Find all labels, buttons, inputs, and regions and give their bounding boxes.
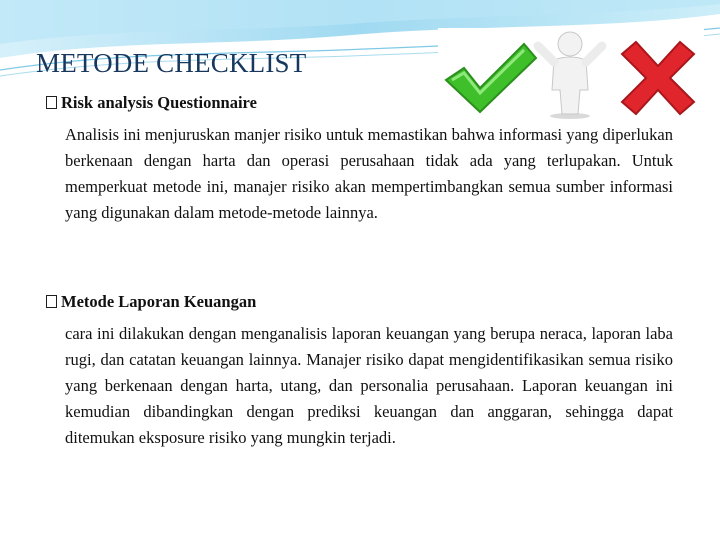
section-heading-risk-analysis bbox=[46, 93, 257, 113]
section-body-risk-analysis: Analisis ini menjuruskan manjer risiko untuk memastikan bahwa informasi yang diperlukan berkenaan dengan harta dan operasi perusahaan tidak ada yang terlupakan. Untuk memperkuat metode ini, manajer risiko akan mempertimbangkan semua sumber informasi yang digunakan dalam metode-metode lainnya. bbox=[65, 125, 673, 222]
section-heading-text: Metode Laporan Keuangan bbox=[61, 292, 257, 311]
section-heading-text: Risk analysis Questionnaire bbox=[61, 93, 257, 112]
section-heading-laporan-keuangan bbox=[46, 292, 256, 312]
section-body-laporan-keuangan: cara ini dilakukan dengan menganalisis laporan keuangan yang berupa neraca, laporan laba rugi, dan catatan keuangan lainnya. Manajer risiko dapat mengidentifikasikan semua risiko yang berkenaan dengan harta, utang, dan personalia perusahaan. Laporan keuangan ini kemudian dibandingkan dengan prediksi keuangan dan anggaran, sehingga dapat ditemukan eksposure risiko yang mungkin terjadi. bbox=[65, 324, 673, 447]
bullet-box-icon bbox=[46, 96, 57, 109]
checklist-illustration bbox=[438, 28, 704, 120]
slide-title: METODE CHECKLIST bbox=[36, 48, 307, 78]
bullet-box-icon bbox=[46, 295, 57, 308]
